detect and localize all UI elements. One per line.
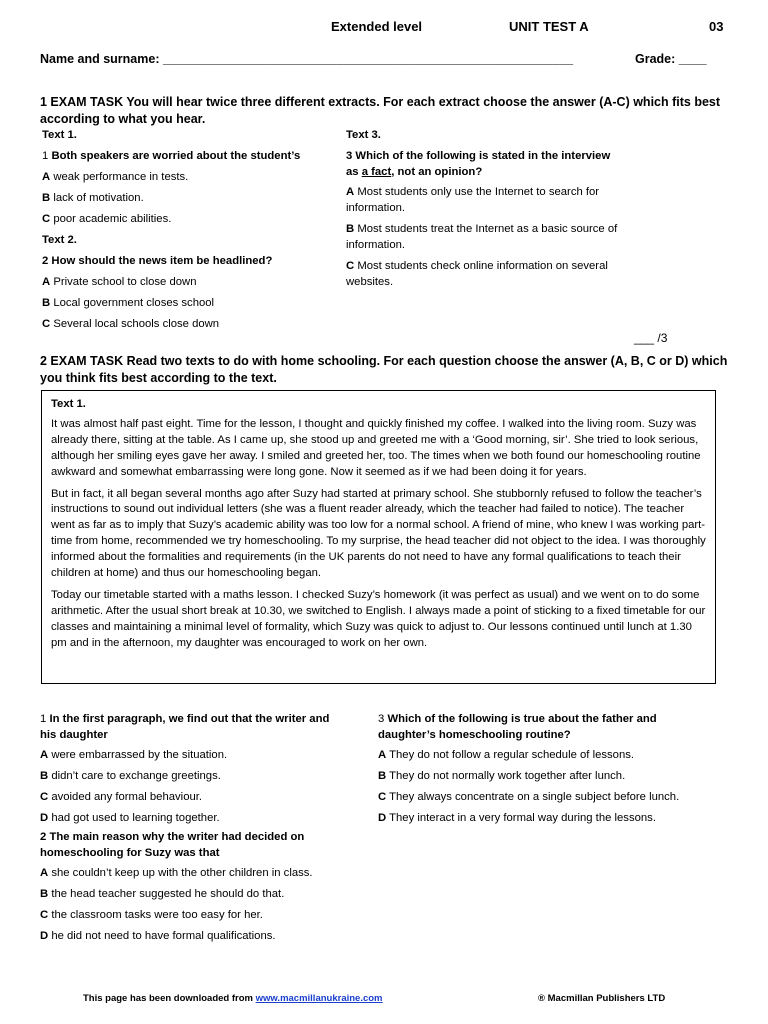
t2-q2-option-c[interactable]: C the classroom tasks were too easy for her. (40, 909, 263, 921)
text1-option-c[interactable]: C poor academic abilities. (42, 213, 172, 225)
reading-heading: Text 1. (51, 398, 86, 410)
reading-paragraph-2: But in fact, it all began several months ago after Suzy had started at primary school. She stubbornly refused to follow the teacher’s instructions to sound out individual letters (she was a fluent reader already, which the teacher had failed to notice). The teacher went as far as to imply that Suzy’s academic ability was too low for a normal school. A friend of mine, who knew I was working part-time from home, recommended we try homeschooling. To my surprise, the head teacher did not object to the idea. I was thoroughly informed about the formalities and requirements (in the UK parents do not need to have any formal qualifications to teach their children at home) and thus our homeschooling began. (51, 487, 706, 580)
t2-q3-option-a[interactable]: A They do not follow a regular schedule of lessons. (378, 749, 635, 761)
t2-q1-option-a[interactable]: A were embarrassed by the situation. (40, 749, 228, 761)
task1-title: 1 EXAM TASK You will hear twice three different extracts. For each extract choose the answer (A-C) which fits best according to what you hear. (40, 95, 721, 126)
task1-score[interactable]: ___ /3 (634, 331, 668, 345)
footer-link[interactable]: www.macmillanukraine.com (255, 993, 383, 1004)
t2-q2-option-a[interactable]: A she couldn’t keep up with the other children in class. (40, 867, 313, 879)
text2-option-b[interactable]: B Local government closes school (42, 297, 215, 309)
t2-q1-option-b[interactable]: B didn’t care to exchange greetings. (40, 770, 221, 782)
text1-heading: Text 1. (42, 129, 77, 141)
q2-question: 2 How should the news item be headlined? (42, 255, 273, 267)
footer-copyright: ® Macmillan Publishers LTD (538, 993, 666, 1004)
text2-heading: Text 2. (42, 234, 77, 246)
name-field[interactable]: Name and surname: ___________________________________________________________ (40, 52, 574, 66)
footer-source: This page has been downloaded from www.macmillanukraine.com (83, 993, 383, 1004)
test-title: UNIT TEST A (509, 19, 589, 34)
task1-left-column (42, 127, 332, 337)
t2-q3-option-d[interactable]: D They interact in a very formal way during the lessons. (378, 812, 656, 824)
page-number: 03 (709, 19, 724, 34)
q1-number: 1 (42, 150, 49, 162)
t2-q3-option-c[interactable]: C They always concentrate on a single subject before lunch. (378, 791, 680, 803)
task2-title: 2 EXAM TASK Read two texts to do with home schooling. For each question choose the answer (A, B, C or D) which you think fits best according to the text. (40, 354, 728, 385)
text2-option-a[interactable]: A Private school to close down (42, 276, 197, 288)
task2-right-column (378, 711, 708, 831)
text3-option-b[interactable]: B Most students treat the Internet as a basic source of information. (346, 223, 618, 251)
t2-q3-question: 3 Which of the following is true about the father and daughter’s homeschooling routine? (378, 713, 657, 741)
text2-option-c[interactable]: C Several local schools close down (42, 318, 220, 330)
task1-right-column (346, 127, 646, 295)
text3-option-c[interactable]: C Most students check online information on several websites. (346, 260, 608, 288)
t2-q2-option-d[interactable]: D he did not need to have formal qualifications. (40, 930, 276, 942)
q1-question: Both speakers are worried about the student’s (51, 150, 301, 162)
t2-q1-option-d[interactable]: D had got used to learning together. (40, 812, 220, 824)
t2-q2-option-b[interactable]: B the head teacher suggested he should do that. (40, 888, 285, 900)
text1-option-b[interactable]: B lack of motivation. (42, 192, 144, 204)
q3-question: 3 Which of the following is stated in the interview as a fact, not an opinion? (346, 150, 611, 178)
text3-option-a[interactable]: A Most students only use the Internet to search for information. (346, 186, 600, 214)
t2-q1-option-c[interactable]: C avoided any formal behaviour. (40, 791, 203, 803)
task2-left-column (40, 711, 330, 949)
t2-q3-option-b[interactable]: B They do not normally work together after lunch. (378, 770, 626, 782)
level-label: Extended level (331, 19, 423, 34)
text3-heading: Text 3. (346, 129, 381, 141)
grade-field[interactable]: Grade: ____ (635, 52, 707, 66)
reading-text-box (41, 390, 716, 684)
reading-paragraph-1: It was almost half past eight. Time for the lesson, I thought and quickly finished my coffee. I walked into the living room. Suzy was already there, sitting at the table. As I came up, she stood up and greeted me with a ‘Good morning, sir’. She tried to look serious, although her smiling eyes gave her away. I smiled and greeted her, too. The times when we both found our homeschooling routine awkward and somewhat embarrassing were long gone. Now it seemed as if we had been doing it for years. (51, 417, 701, 478)
t2-q2-question: 2 The main reason why the writer had decided on homeschooling for Suzy was that (40, 831, 305, 859)
text1-option-a[interactable]: A weak performance in tests. (42, 171, 189, 183)
t2-q1-question: 1 In the first paragraph, we find out that the writer and his daughter (40, 713, 330, 741)
reading-paragraph-3: Today our timetable started with a maths lesson. I checked Suzy’s homework (it was perfect as usual) and we went on to do some arithmetic. After the usual short break at 10.30, we switched to English. I always made a point of sticking to a fixed timetable for our classes and maintaining a minimal level of formality, which Suzy was quick to adjust to. Our lessons continued until lunch at 1.30 pm and in the afternoon, my daughter was encouraged to work on her own. (51, 588, 706, 649)
